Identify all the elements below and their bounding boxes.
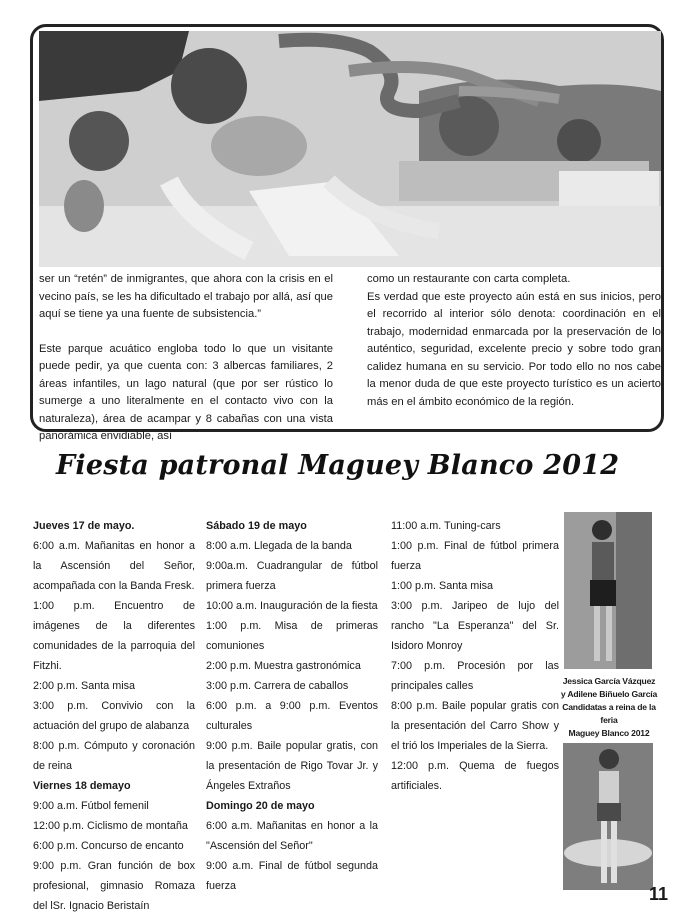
page-number: 11 <box>649 884 669 904</box>
program-item: 9:00a.m. Cuadrangular de fútbol primera fuerza <box>206 560 378 592</box>
program-item: 9:00 p.m. Gran función de box profesional, gimnasio Romaza del lSr. Ignacio Beristaín <box>33 860 195 912</box>
section-heading: Fiesta patronal Maguey Blanco 2012 <box>56 450 620 481</box>
caption-line: Jessica García Vázquez <box>562 676 656 686</box>
program-item: 8:00 p.m. Baile popular gratis con la presentación del Carro Show y el trió los Imperiales de la Sierra. <box>391 700 559 752</box>
program-item: 3:00 p.m. Convivio con la actuación del grupo de alabanza <box>33 700 195 732</box>
program-item: 11:00 a.m. Tuning-cars <box>391 520 501 532</box>
water-park-illustration <box>39 31 661 267</box>
program-day-heading: Jueves 17 de mayo. <box>33 520 135 532</box>
article-right-column <box>367 271 661 446</box>
program-item: 12:00 p.m. Ciclismo de montaña <box>33 820 188 832</box>
program-column-3 <box>391 516 559 796</box>
program-item: 6:00 a.m. Mañanitas en honor a la Ascensión del Señor, acompañada con la Banda Fresk. <box>33 540 195 592</box>
program-item: 8:00 p.m. Cómputo y coronación de reina <box>33 740 195 772</box>
program-item: 9:00 a.m. Final de fútbol segunda fuerza <box>206 860 378 892</box>
caption-line: Maguey Blanco 2012 <box>568 728 650 738</box>
program-item: 9:00 a.m. Fútbol femenil <box>33 800 149 812</box>
program-day-heading: Viernes 18 demayo <box>33 780 131 792</box>
program-item: 3:00 p.m. Jaripeo de lujo del rancho "La Esperanza" del Sr. Isidoro Monroy <box>391 600 559 652</box>
candidate-1-illustration <box>564 512 652 669</box>
program-item: 6:00 p.m. Concurso de encanto <box>33 840 184 852</box>
candidate-photo-2 <box>563 743 653 890</box>
candidate-2-illustration <box>563 743 653 890</box>
program-item: 2:00 p.m. Santa misa <box>33 680 136 692</box>
article-columns <box>39 271 661 446</box>
program-day-heading: Domingo 20 de mayo <box>206 800 315 812</box>
program-item: 1:00 p.m. Encuentro de imágenes de la diferentes comunidades de la parroquia del Fitzhi. <box>33 600 195 672</box>
program-item: 3:00 p.m. Carrera de caballos <box>206 680 349 692</box>
program-item: 1:00 p.m. Misa de primeras comuniones <box>206 620 378 652</box>
program-item: 1:00 p.m. Final de fútbol primera fuerza <box>391 540 559 572</box>
program-column-2 <box>206 516 378 896</box>
article-paragraph: Este parque acuático engloba todo lo que un visitante puede pedir, ya que cuenta con: 3 albercas familiares, 2 áreas infantiles, un lago natural (que por ser rústico lo sumerge a uno literalmente en el contacto vivo con la naturaleza), área de acampar y 8 cabañas con una vista panorámica envidiable, así <box>39 342 333 442</box>
article-paragraph: como un restaurante con carta completa. <box>367 273 571 285</box>
caption-line: Candidatas a reina de la feria <box>562 702 656 725</box>
program-column-1 <box>33 516 195 916</box>
program-item: 6:00 a.m. Mañanitas en honor a la "Ascensión del Señor" <box>206 820 378 852</box>
candidate-photo-1 <box>564 512 652 669</box>
program-item: 12:00 p.m. Quema de fuegos artificiales. <box>391 760 559 792</box>
caption-line: y Adilene Biñuelo García <box>560 689 658 699</box>
article-box <box>30 24 664 442</box>
article-paragraph: ser un “retén” de inmigrantes, que ahora con la crisis en el vecino país, se les ha dificultado el trabajo por allá, así que aquí se tiene ya una fuente de subsistencia.” <box>39 273 333 320</box>
program-item: 8:00 a.m. Llegada de la banda <box>206 540 352 552</box>
program-day-heading: Sábado 19 de mayo <box>206 520 307 532</box>
program-item: 9:00 p.m. Baile popular gratis, con la presentación de Rigo Tovar Jr. y Ángeles Extraños <box>206 740 378 792</box>
program-item: 1:00 p.m. Santa misa <box>391 580 494 592</box>
water-park-photo <box>39 31 661 267</box>
program-item: 6:00 p.m. a 9:00 p.m. Eventos culturales <box>206 700 378 732</box>
photo-caption <box>556 675 662 740</box>
article-paragraph: Es verdad que este proyecto aún está en sus inicios, pero el recorrido al interior sólo denota: coordinación en el trabajo, modernidad enmarcada por la preservación de lo auténtico, seguridad, excelente precio y sobre todo gran calidez humana en su servicio. Por todo ello no nos cabe la menor duda de que este proyecto turístico es un acierto más en el ámbito económico de la región. <box>367 290 661 408</box>
program-item: 10:00 a.m. Inauguración de la fiesta <box>206 600 378 612</box>
article-left-column <box>39 271 333 446</box>
program-item: 2:00 p.m. Muestra gastronómica <box>206 660 361 672</box>
program-item: 7:00 p.m. Procesión por las principales calles <box>391 660 559 692</box>
